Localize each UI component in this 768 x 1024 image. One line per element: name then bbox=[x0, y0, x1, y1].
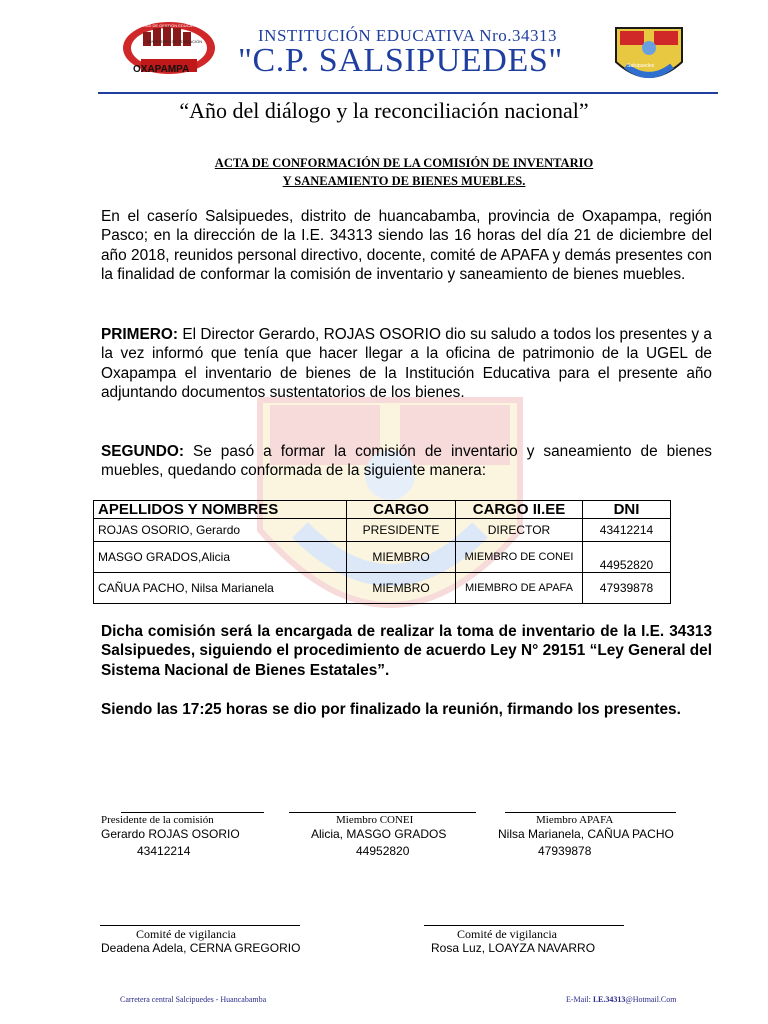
footer-email-domain: @Hotmail.Com bbox=[625, 995, 677, 1004]
signature-line-apafa bbox=[505, 812, 676, 813]
table-row bbox=[94, 573, 671, 604]
signature-line-vigilance-2 bbox=[424, 925, 624, 926]
institution-line: INSTITUCIÓN EDUCATIVA Nro.34313 bbox=[258, 26, 557, 45]
signature-role-vigilance-2: Comité de vigilancia bbox=[457, 927, 557, 941]
footer-address: Carretera central Salcipuedes - Huancabamba bbox=[120, 995, 267, 1004]
act-title-line-1: ACTA DE CONFORMACIÓN DE LA COMISIÓN DE INVENTARIO bbox=[214, 156, 594, 170]
ugel-logo-text: UGEL bbox=[138, 43, 177, 59]
segundo-paragraph bbox=[101, 442, 712, 481]
intro-paragraph: En el caserío Salsipuedes, distrito de huancabamba, provincia de Oxapampa, región Pasco; en la dirección de la I.E. 34313 siendo las 16 horas del día 21 de diciembre del año 2018, reunidos personal directivo, docente, comité de APAFA y demás presentes con la finalidad de conformar la comisión de inventario y saneamiento de bienes muebles. bbox=[101, 208, 712, 283]
segundo-text: Se pasó a formar la comisión de inventario y saneamiento de bienes muebles, quedando conformada de la siguiente manera: bbox=[101, 443, 712, 480]
signature-role-apafa: Miembro APAFA bbox=[536, 814, 614, 826]
footer-email-value: I.E.34313 bbox=[592, 995, 626, 1004]
table-header-dni: DNI bbox=[583, 501, 671, 519]
table-header-row bbox=[94, 501, 671, 519]
signature-name-conei: Alicia, MASGO GRADOS bbox=[311, 827, 447, 841]
commission-paragraph: Dicha comisión será la encargada de realizar la toma de inventario de la I.E. 34313 Salsipuedes, siguiendo el procedimiento de acuerdo Ley N° 29151 “Ley General del Sistema Nacional de Bienes Estatales”. bbox=[101, 623, 712, 679]
cell-dni: 47939878 bbox=[583, 573, 671, 604]
cell-name: MASGO GRADOS,Alicia bbox=[94, 542, 347, 573]
cell-cargo: MIEMBRO bbox=[347, 573, 456, 604]
signature-line-president bbox=[121, 812, 264, 813]
school-name: "C.P. SALSIPUEDES" bbox=[238, 42, 563, 79]
primero-text: El Director Gerardo, ROJAS OSORIO dio su saludo a todos los presentes y a la vez informó que tenía que hacer llegar a la oficina de patrimonio de la UGEL de Oxapampa el inventario de bienes de la Institución Educativa para el presente año adjuntando documentos sustentatorios de los bienes. bbox=[101, 326, 712, 401]
cell-dni: 43412214 bbox=[583, 519, 671, 542]
signature-dni-conei: 44952820 bbox=[356, 844, 410, 858]
ugel-ring-text: UNIDAD DE GESTIÓN EDUCATIVA LOCAL bbox=[136, 23, 215, 28]
table-header-cargo: CARGO bbox=[347, 501, 456, 519]
primero-label: PRIMERO: bbox=[101, 326, 178, 343]
signature-line-conei bbox=[289, 812, 476, 813]
school-crest-logo bbox=[614, 26, 684, 86]
signature-role-president: Presidente de la comisión bbox=[101, 814, 214, 826]
year-motto: “Año del diálogo y la reconciliación nacional” bbox=[179, 98, 589, 123]
footer-email bbox=[566, 995, 677, 1004]
cell-name: CAÑUA PACHO, Nilsa Marianela bbox=[94, 573, 347, 604]
closing-paragraph: Siendo las 17:25 horas se dio por finalizado la reunión, firmando los presentes. bbox=[101, 701, 681, 718]
footer-email-label: E-Mail: bbox=[566, 995, 593, 1004]
signature-dni-president: 43412214 bbox=[137, 844, 191, 858]
signature-role-vigilance-1: Comité de vigilancia bbox=[136, 927, 236, 941]
cell-cargo-iiee: DIRECTOR bbox=[456, 519, 583, 542]
school-crest-ribbon: Salsipuedes bbox=[627, 63, 655, 69]
signature-dni-apafa: 47939878 bbox=[538, 844, 592, 858]
primero-paragraph bbox=[101, 325, 712, 402]
signature-line-vigilance-1 bbox=[100, 925, 300, 926]
cell-cargo-iiee: MIEMBRO DE CONEI bbox=[456, 542, 583, 573]
cell-dni: 44952820 bbox=[583, 542, 671, 573]
signature-name-vigilance-2: Rosa Luz, LOAYZA NAVARRO bbox=[431, 941, 596, 955]
cell-cargo: PRESIDENTE bbox=[347, 519, 456, 542]
oxapampa-logo-text: OXAPAMPA bbox=[133, 64, 190, 75]
cell-cargo: MIEMBRO bbox=[347, 542, 456, 573]
commission-table bbox=[93, 500, 671, 604]
signature-name-vigilance-1: Deadena Adela, CERNA GREGORIO bbox=[101, 941, 301, 955]
table-header-cargo-iiee: CARGO II.EE bbox=[456, 501, 583, 519]
signature-name-apafa: Nilsa Marianela, CAÑUA PACHO bbox=[498, 827, 674, 841]
cell-name: ROJAS OSORIO, Gerardo bbox=[94, 519, 347, 542]
table-header-name: APELLIDOS Y NOMBRES bbox=[94, 501, 347, 519]
signature-role-conei: Miembro CONEI bbox=[336, 814, 414, 826]
header-rule bbox=[98, 92, 718, 94]
segundo-label: SEGUNDO: bbox=[101, 443, 184, 460]
cell-cargo-iiee: MIEMBRO DE APAFA bbox=[456, 573, 583, 604]
table-row bbox=[94, 542, 671, 573]
signature-name-president: Gerardo ROJAS OSORIO bbox=[101, 827, 240, 841]
act-title-line-2: Y SANEAMIENTO DE BIENES MUEBLES. bbox=[282, 174, 526, 188]
table-row bbox=[94, 519, 671, 542]
ugel-ministry-caption: MINISTERIO DE EDUCACIÓN bbox=[147, 39, 203, 44]
